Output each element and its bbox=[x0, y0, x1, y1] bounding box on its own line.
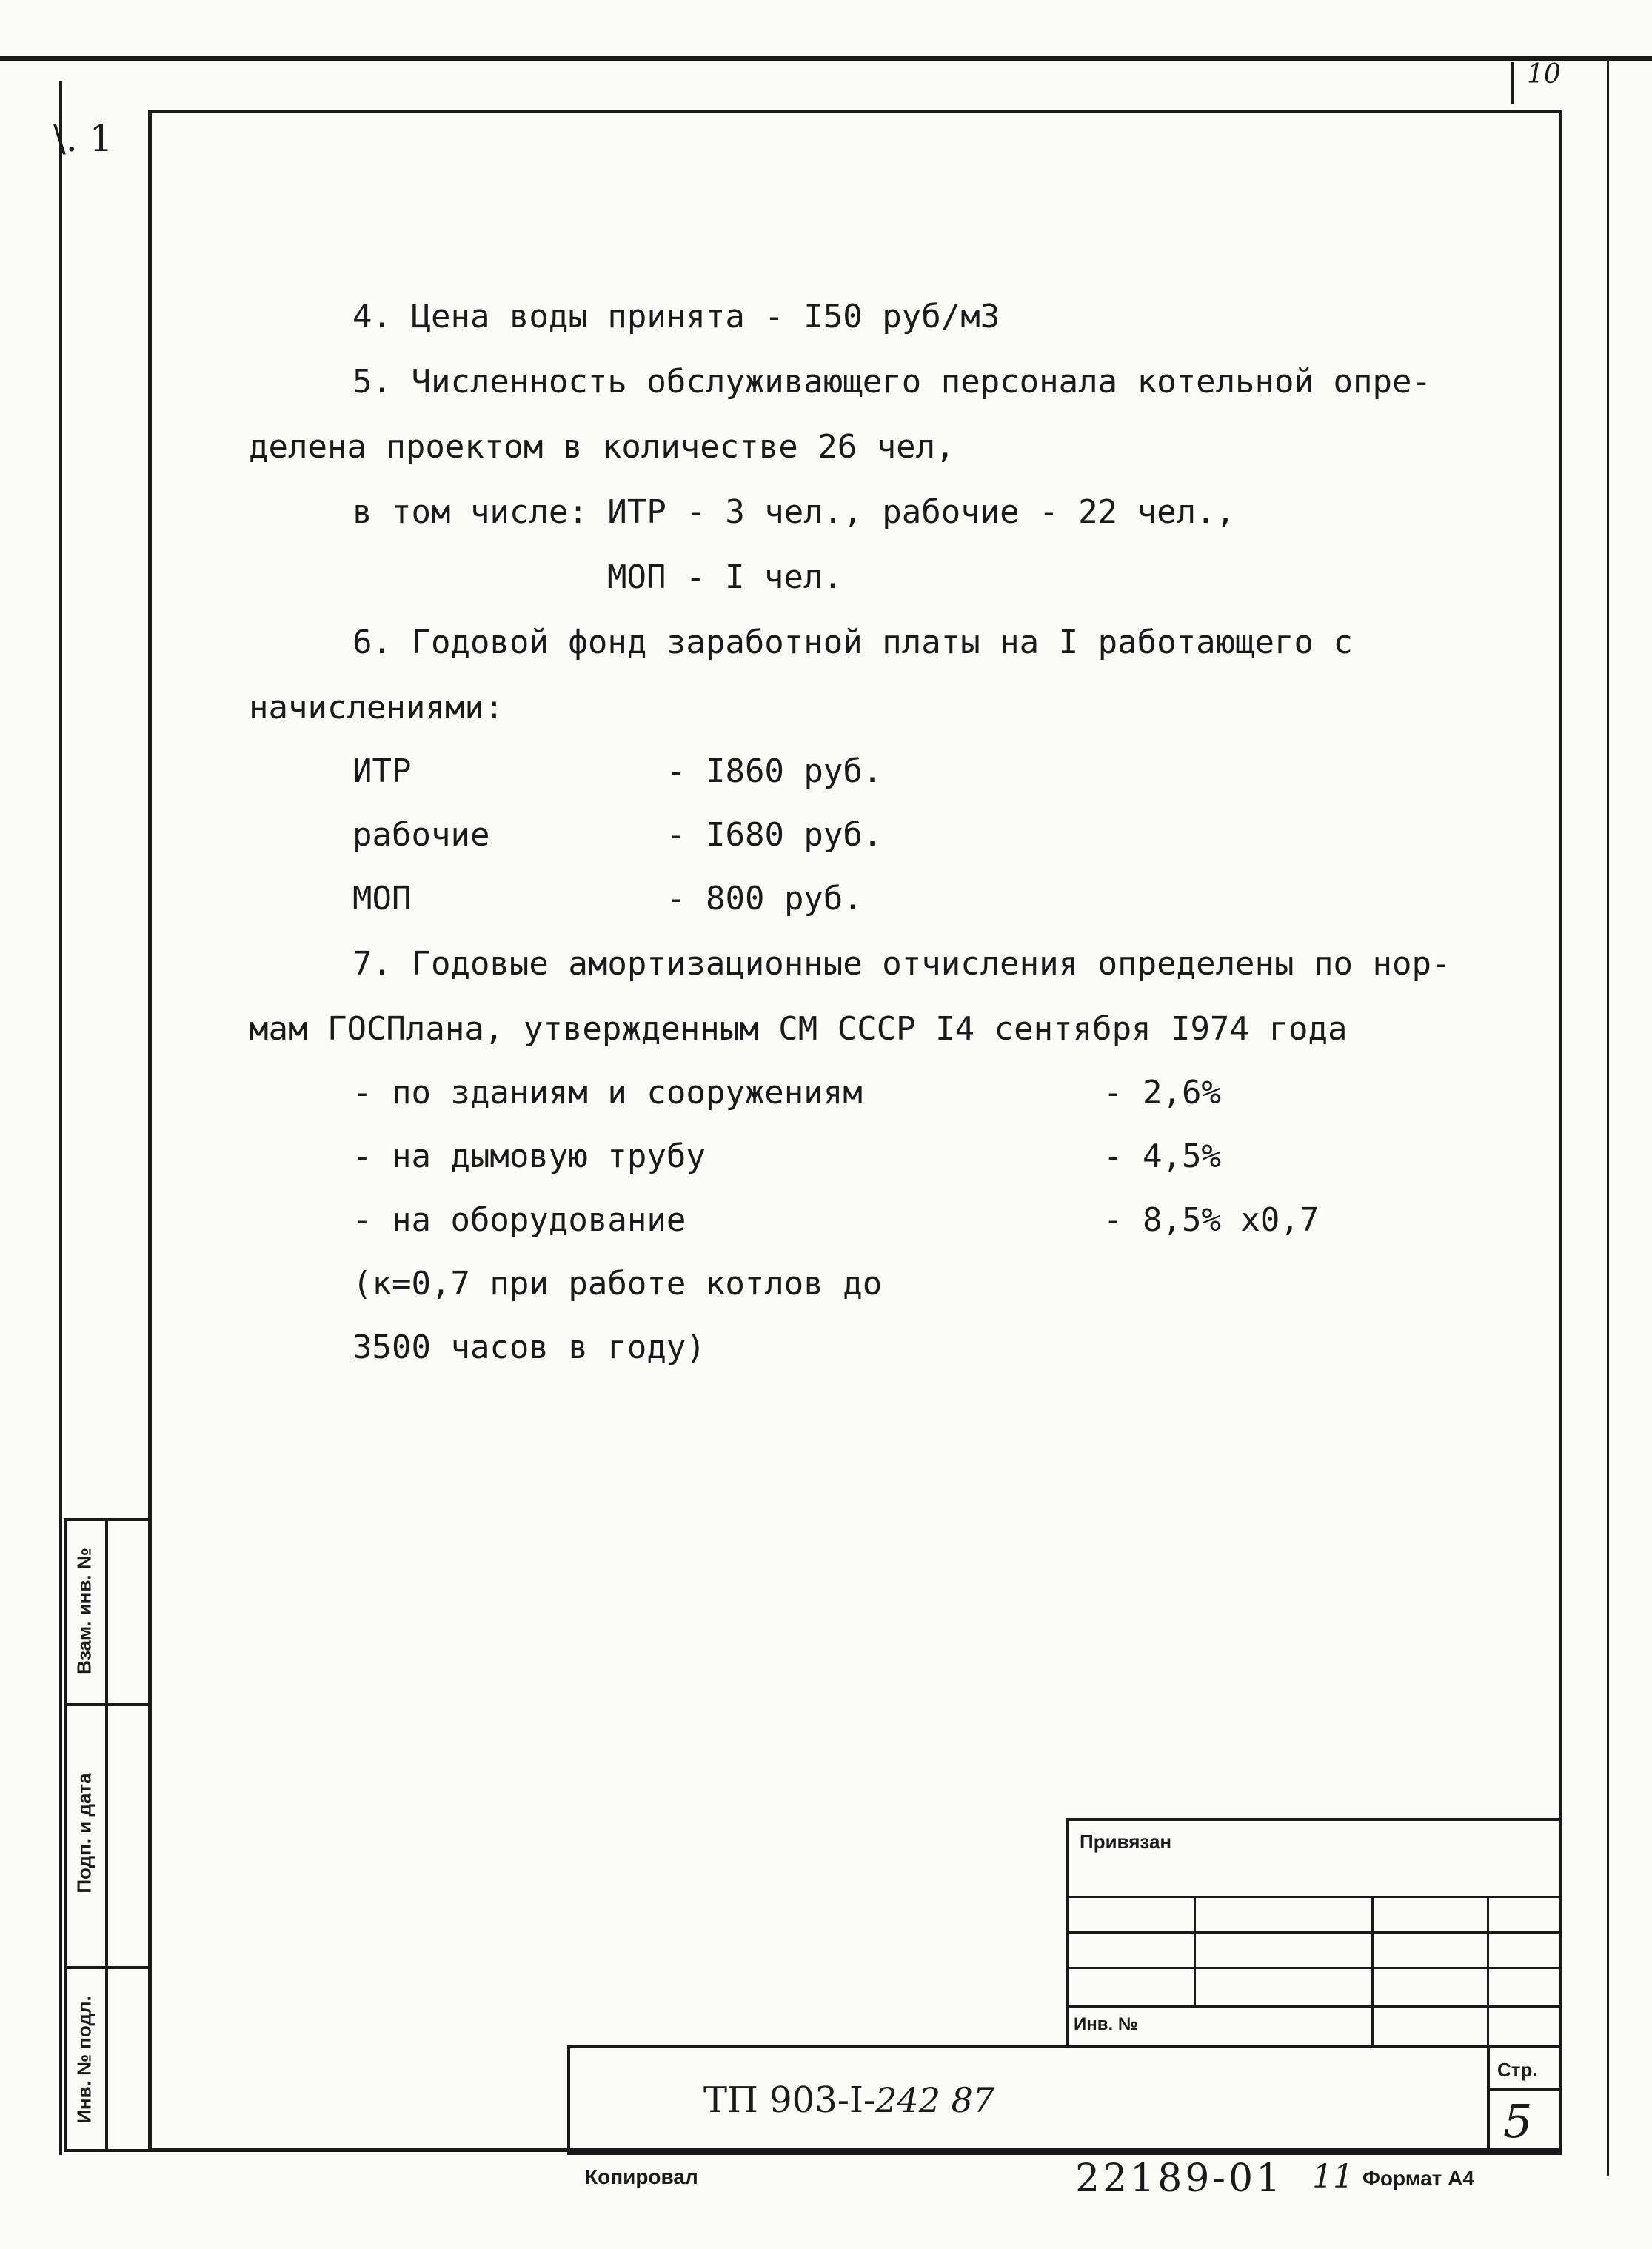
item-5-line-2: делена проектом в количестве 26 чел, bbox=[249, 428, 955, 466]
grid-vline-2 bbox=[1371, 1896, 1374, 2048]
item-5-line-1: 5. Численность обслуживающего персонала котельной опре- bbox=[352, 363, 1431, 401]
item-7-line-1: 7. Годовые амортизационные отчисления определены по нор- bbox=[352, 945, 1451, 983]
side-label-vzam-inv: Взам. инв. № bbox=[73, 1548, 96, 1674]
order-number: 22189-01 bbox=[1075, 2156, 1284, 2201]
page-number: 10 bbox=[1527, 59, 1561, 90]
depreciation-label-equipment: - на оборудование bbox=[352, 1201, 686, 1239]
format-label: Формат А4 bbox=[1362, 2167, 1474, 2190]
kopiroval-label: Копировал bbox=[585, 2165, 698, 2188]
depreciation-value-chimney: - 4,5% bbox=[1103, 1137, 1221, 1175]
grid-vline-3 bbox=[1487, 1896, 1489, 2048]
doc-code-handwritten: 242 87 bbox=[875, 2080, 995, 2120]
salary-role-workers: рабочие bbox=[352, 816, 490, 854]
grid-vline-1 bbox=[1194, 1896, 1196, 2007]
page-cell-value: 5 bbox=[1503, 2094, 1533, 2148]
item-7-line-2: мам ГОСПлана, утвержденным СМ СССР I4 сентября I974 года bbox=[249, 1010, 1348, 1048]
salary-role-itr: ИТР bbox=[352, 752, 412, 790]
page-number-tick bbox=[1511, 62, 1514, 104]
note-line-1: (к=0,7 при работе котлов до bbox=[352, 1265, 883, 1303]
depreciation-value-buildings: - 2,6% bbox=[1103, 1074, 1221, 1112]
top-edge-line bbox=[0, 56, 1652, 61]
item-4: 4. Цена воды принята - I50 руб/м3 bbox=[352, 298, 1000, 335]
side-label-inv-podl: Инв. № подл. bbox=[73, 1996, 96, 2124]
doc-code-printed: ТП 903-I- bbox=[703, 2079, 876, 2121]
item-5-line-3: в том числе: ИТР - 3 чел., рабочие - 22 чел., bbox=[352, 493, 1236, 531]
page-cell-label: Стр. bbox=[1497, 2059, 1538, 2081]
item-5-line-4: МОП - I чел. bbox=[607, 558, 843, 596]
sheet-mark: 11 bbox=[1312, 2158, 1354, 2196]
item-6-line-2: начислениями: bbox=[249, 689, 504, 726]
corner-mark: \. 1 bbox=[53, 117, 113, 160]
side-stamp-divider-inner bbox=[105, 1518, 108, 2152]
page-cell-divider bbox=[1487, 2045, 1490, 2155]
inv-no-label: Инв. № bbox=[1074, 2014, 1138, 2034]
left-margin-line bbox=[59, 81, 62, 2155]
privyazan-label: Привязан bbox=[1080, 1831, 1172, 1853]
side-label-podp-data: Подп. и дата bbox=[73, 1773, 96, 1894]
side-stamp-divider-1 bbox=[64, 1703, 150, 1706]
depreciation-label-buildings: - по зданиям и сооружениям bbox=[352, 1074, 863, 1112]
note-line-2: 3500 часов в году) bbox=[352, 1329, 706, 1366]
page-cell-hline bbox=[1487, 2088, 1562, 2091]
side-stamp-divider-2 bbox=[64, 1966, 150, 1969]
doc-code bbox=[703, 2079, 994, 2121]
salary-value-mop: - 800 руб. bbox=[666, 880, 863, 918]
right-edge-line bbox=[1607, 58, 1609, 2176]
item-6-line-1: 6. Годовой фонд заработной платы на I работающего с bbox=[352, 624, 1354, 661]
depreciation-value-equipment: - 8,5% х0,7 bbox=[1103, 1201, 1320, 1239]
salary-role-mop: МОП bbox=[352, 880, 412, 918]
salary-value-itr: - I860 руб. bbox=[666, 752, 883, 790]
depreciation-label-chimney: - на дымовую трубу bbox=[352, 1137, 706, 1175]
salary-value-workers: - I680 руб. bbox=[666, 816, 883, 854]
